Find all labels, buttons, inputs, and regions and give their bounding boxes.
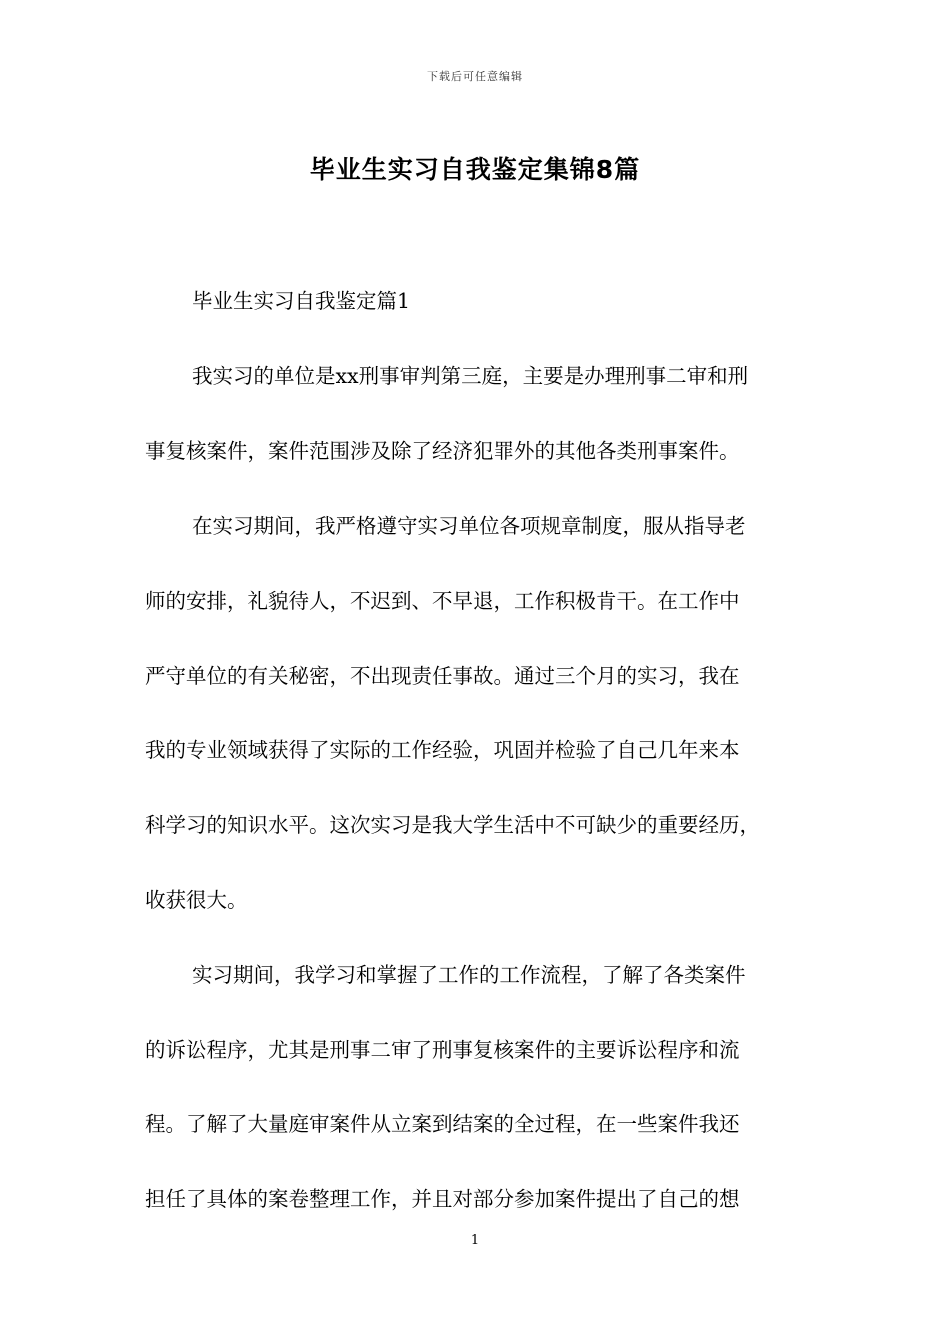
paragraph-line: 我的专业领域获得了实际的工作经验，巩固并检验了自己几年来本 [145, 738, 740, 762]
page-number: 1 [470, 1233, 480, 1248]
paragraph-line: 我实习的单位是xx刑事审判第三庭，主要是办理刑事二审和刑 [192, 364, 749, 388]
paragraph-line: 科学习的知识水平。这次实习是我大学生活中不可缺少的重要经历， [145, 813, 760, 837]
paragraph-line: 实习期间，我学习和掌握了工作的工作流程，了解了各类案件 [192, 963, 746, 987]
paragraph-line: 程。了解了大量庭审案件从立案到结案的全过程，在一些案件我还 [145, 1112, 740, 1136]
document-title: 毕业生实习自我鉴定集锦8篇 [309, 155, 641, 184]
paragraph-line: 在实习期间，我严格遵守实习单位各项规章制度，服从指导老 [192, 514, 746, 538]
section-heading: 毕业生实习自我鉴定篇1 [192, 289, 411, 313]
paragraph-line: 担任了具体的案卷整理工作，并且对部分参加案件提出了自己的想 [145, 1187, 740, 1211]
paragraph-line: 师的安排，礼貌待人，不迟到、不早退，工作积极肯干。在工作中 [145, 589, 740, 613]
paragraph-line: 严守单位的有关秘密，不出现责任事故。通过三个月的实习，我在 [145, 664, 740, 688]
paragraph-line: 事复核案件，案件范围涉及除了经济犯罪外的其他各类刑事案件。 [145, 439, 740, 463]
header-note: 下载后可任意编辑 [427, 70, 523, 83]
paragraph-line: 收获很大。 [145, 888, 248, 912]
paragraph-line: 的诉讼程序，尤其是刑事二审了刑事复核案件的主要诉讼程序和流 [145, 1038, 740, 1062]
